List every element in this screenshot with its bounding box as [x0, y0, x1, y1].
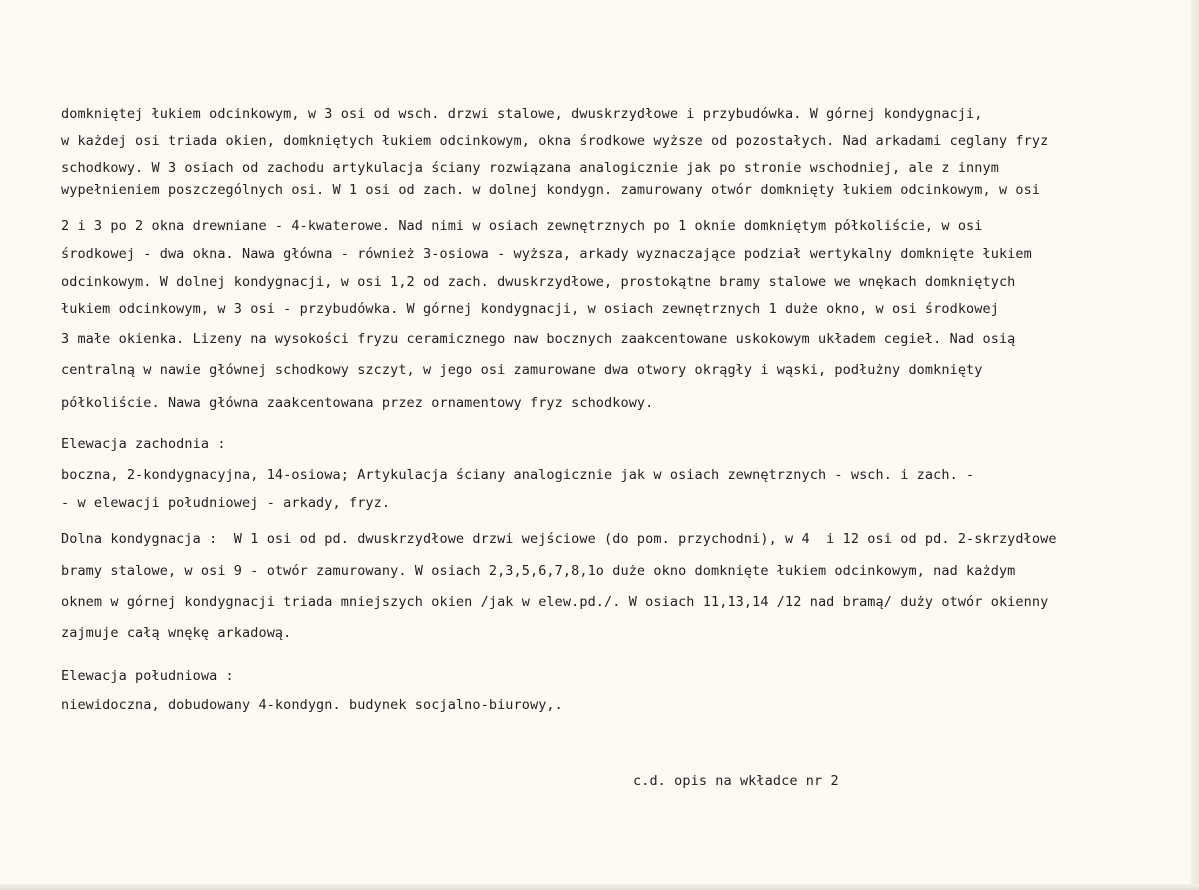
- text-line: środkowej - dwa okna. Nawa główna - również 3-osiowa - wyższa, arkady wyznaczające podział wertykalny domknięte łukiem: [61, 246, 1032, 262]
- text-line: centralną w nawie głównej schodkowy szczyt, w jego osi zamurowane dwa otwory okrągły i wąski, podłużny domknięty: [61, 362, 983, 378]
- text-line: schodkowy. W 3 osiach od zachodu artykulacja ściany rozwiązana analogicznie jak po stronie wschodniej, ale z innym: [61, 160, 999, 176]
- text-line: półkoliście. Nawa główna zaakcentowana przez ornamentowy fryz schodkowy.: [61, 395, 654, 411]
- text-line: odcinkowym. W dolnej kondygnacji, w osi 1,2 od zach. dwuskrzydłowe, prostokątne bramy stalowe we wnękach domkniętych: [61, 274, 1016, 290]
- page-edge-right: [1191, 0, 1199, 890]
- text-line: - w elewacji południowej - arkady, fryz.: [61, 495, 391, 511]
- text-line: Dolna kondygnacja : W 1 osi od pd. dwuskrzydłowe drzwi wejściowe (do pom. przychodni), w 4 i 12 osi od pd. 2-skrzydłowe: [61, 531, 1057, 547]
- section-heading-west-elevation: Elewacja zachodnia :: [61, 436, 226, 452]
- text-line: niewidoczna, dobudowany 4-kondygn. budynek socjalno-biurowy,.: [61, 697, 563, 713]
- text-line: wypełnieniem poszczególnych osi. W 1 osi od zach. w dolnej kondygn. zamurowany otwór domknięty łukiem odcinkowym, w osi: [61, 182, 1041, 198]
- text-line: łukiem odcinkowym, w 3 osi - przybudówka. W górnej kondygnacji, w osiach zewnętrznych 1 duże okno, w osi środkowej: [61, 301, 999, 317]
- text-line: 3 małe okienka. Lizeny na wysokości fryzu ceramicznego naw bocznych zaakcentowane uskokowym układem cegieł. Nad osią: [61, 331, 1016, 347]
- text-line: 2 i 3 po 2 okna drewniane - 4-kwaterowe. Nad nimi w osiach zewnętrznych po 1 oknie domkniętym półkoliście, w osi: [61, 218, 983, 234]
- section-heading-south-elevation: Elewacja południowa :: [61, 668, 234, 684]
- text-line: bramy stalowe, w osi 9 - otwór zamurowany. W osiach 2,3,5,6,7,8,1o duże okno domknięte łukiem odcinkowym, nad każdym: [61, 563, 1016, 579]
- text-line: boczna, 2-kondygnacyjna, 14-osiowa; Artykulacja ściany analogicznie jak w osiach zewnętrznych - wsch. i zach. -: [61, 467, 975, 483]
- continuation-note: c.d. opis na wkładce nr 2: [633, 773, 839, 789]
- text-line: zajmuje całą wnękę arkadową.: [61, 625, 292, 641]
- text-line: w każdej osi triada okien, domkniętych łukiem odcinkowym, okna środkowe wyższe od pozostałych. Nad arkadami ceglany fryz: [61, 133, 1049, 149]
- page-edge-bottom: [0, 884, 1199, 890]
- text-line: domkniętej łukiem odcinkowym, w 3 osi od wsch. drzwi stalowe, dwuskrzydłowe i przybudówka. W górnej kondygnacji,: [61, 106, 983, 122]
- text-line: oknem w górnej kondygnacji triada mniejszych okien /jak w elew.pd./. W osiach 11,13,14 /12 nad bramą/ duży otwór okienny: [61, 594, 1049, 610]
